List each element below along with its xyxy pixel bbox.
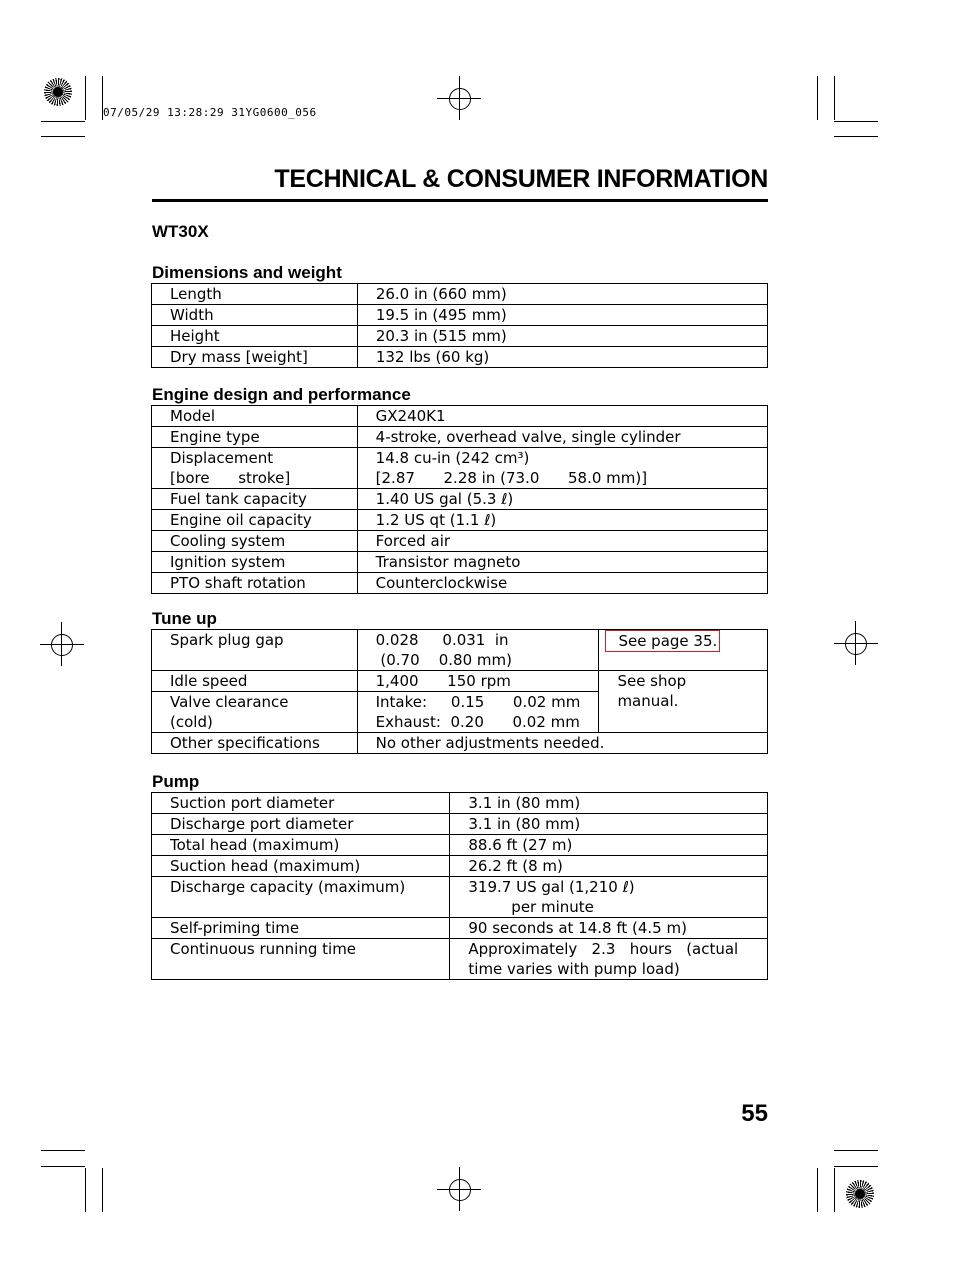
spec-value [450, 939, 768, 980]
table-row [152, 733, 768, 754]
spec-value-line: [2.87 2.28 in (73.0 58.0 mm)] [375, 469, 648, 487]
spec-value: 20.3 in (515 mm) [357, 326, 767, 347]
spec-value: 19.5 in (495 mm) [357, 305, 767, 326]
spec-value-line: Approximately 2.3 hours (actual [468, 940, 739, 958]
table-row [152, 814, 768, 835]
table-row [152, 630, 768, 671]
registration-crosshair-icon [845, 633, 867, 655]
registration-crosshair-icon [449, 88, 471, 110]
spec-note [599, 671, 768, 733]
spec-note [599, 630, 768, 671]
spec-value: 90 seconds at 14.8 ft (4.5 m) [450, 918, 768, 939]
spec-label: Width [152, 305, 358, 326]
pump-table [151, 792, 768, 980]
pump-heading: Pump [152, 772, 200, 791]
print-stamp: 07/05/29 13:28:29 31YG0600_056 [103, 106, 317, 119]
spec-value: 3.1 in (80 mm) [450, 793, 768, 814]
see-page-link[interactable]: See page 35. [605, 630, 720, 652]
spec-label: Height [152, 326, 358, 347]
table-row [152, 918, 768, 939]
engine-heading: Engine design and performance [152, 385, 411, 404]
registration-sunburst-icon [846, 1180, 874, 1208]
table-row [152, 305, 768, 326]
spec-label: Dry mass [weight] [152, 347, 358, 368]
tune-up-table [151, 629, 768, 754]
table-row [152, 671, 768, 692]
shop-note-line: manual. [617, 692, 679, 710]
table-row [152, 284, 768, 305]
spec-label: Idle speed [152, 671, 358, 692]
dimensions-table [151, 283, 768, 368]
spec-label-line: Displacement [170, 449, 274, 467]
spec-value [357, 448, 767, 489]
engine-table [151, 405, 768, 594]
registration-sunburst-icon [44, 78, 72, 106]
spec-value: 1,400 150 rpm [357, 671, 599, 692]
spec-label: Total head (maximum) [152, 835, 450, 856]
spec-value: Counterclockwise [357, 573, 767, 594]
spec-value: 26.2 ft (8 m) [450, 856, 768, 877]
spec-value: 132 lbs (60 kg) [357, 347, 767, 368]
spec-label: PTO shaft rotation [152, 573, 358, 594]
spec-value-line: 0.028 0.031 in [375, 631, 509, 649]
table-row [152, 856, 768, 877]
spec-value-line: (0.70 0.80 mm) [375, 651, 512, 669]
dimensions-heading: Dimensions and weight [152, 263, 342, 282]
table-row [152, 326, 768, 347]
tune-up-heading: Tune up [152, 609, 217, 628]
spec-label-line: (cold) [170, 713, 213, 731]
spec-value-line: time varies with pump load) [468, 960, 680, 978]
spec-value [450, 877, 768, 918]
spec-value-line: per minute [468, 898, 594, 916]
spec-value [357, 630, 599, 671]
table-row [152, 427, 768, 448]
spec-label [152, 448, 358, 489]
registration-crosshair-icon [449, 1179, 471, 1201]
spec-value-line: Exhaust: 0.20 0.02 mm [375, 713, 580, 731]
spec-label-line: Valve clearance [170, 693, 289, 711]
spec-label: Engine type [152, 427, 358, 448]
spec-value: No other adjustments needed. [357, 733, 767, 754]
spec-value: Transistor magneto [357, 552, 767, 573]
table-row [152, 552, 768, 573]
table-row [152, 939, 768, 980]
spec-label: Ignition system [152, 552, 358, 573]
spec-label [152, 692, 358, 733]
spec-label: Discharge capacity (maximum) [152, 877, 450, 918]
spec-label: Engine oil capacity [152, 510, 358, 531]
spec-value-line: 14.8 cu-in (242 cm³) [375, 449, 530, 467]
title-divider [152, 199, 768, 202]
spec-label: Length [152, 284, 358, 305]
spec-label: Cooling system [152, 531, 358, 552]
table-row [152, 531, 768, 552]
spec-label: Other specifications [152, 733, 358, 754]
spec-label: Fuel tank capacity [152, 489, 358, 510]
spec-value: 26.0 in (660 mm) [357, 284, 767, 305]
spec-label: Continuous running time [152, 939, 450, 980]
shop-note-line: See shop [617, 672, 687, 690]
table-row [152, 793, 768, 814]
spec-label: Suction head (maximum) [152, 856, 450, 877]
page-title: TECHNICAL & CONSUMER INFORMATION [274, 165, 768, 193]
model-name: WT30X [152, 222, 209, 241]
spec-label: Suction port diameter [152, 793, 450, 814]
spec-value: 4-stroke, overhead valve, single cylinder [357, 427, 767, 448]
table-row [152, 406, 768, 427]
spec-value-line: Intake: 0.15 0.02 mm [375, 693, 581, 711]
table-row [152, 448, 768, 489]
registration-crosshair-icon [51, 634, 73, 656]
spec-value: Forced air [357, 531, 767, 552]
table-row [152, 347, 768, 368]
spec-value: GX240K1 [357, 406, 767, 427]
spec-value [357, 692, 599, 733]
spec-value: 88.6 ft (27 m) [450, 835, 768, 856]
spec-label: Self-priming time [152, 918, 450, 939]
page-number: 55 [741, 1100, 768, 1127]
spec-value-line: 319.7 US gal (1,210 ℓ) [468, 878, 635, 896]
table-row [152, 573, 768, 594]
spec-value: 1.40 US gal (5.3 ℓ) [357, 489, 767, 510]
spec-value: 3.1 in (80 mm) [450, 814, 768, 835]
spec-label: Spark plug gap [152, 630, 358, 671]
spec-label: Discharge port diameter [152, 814, 450, 835]
table-row [152, 489, 768, 510]
table-row [152, 835, 768, 856]
spec-label: Model [152, 406, 358, 427]
table-row [152, 510, 768, 531]
spec-value: 1.2 US qt (1.1 ℓ) [357, 510, 767, 531]
table-row [152, 877, 768, 918]
spec-label-line: [bore stroke] [170, 469, 291, 487]
